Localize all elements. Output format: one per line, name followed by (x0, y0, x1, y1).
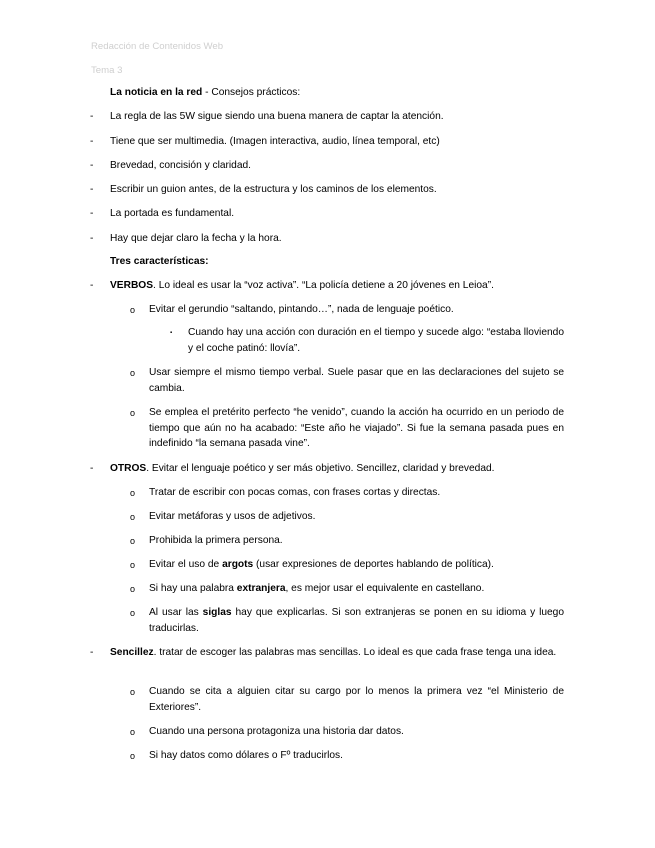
circle-bullet: o (130, 368, 136, 378)
verbos-sub-item: Evitar el gerundio “saltando, pintando…”, nada de lenguaje poético. (149, 304, 454, 315)
circle-bullet: o (130, 536, 136, 546)
verbos-subsub-item: Cuando hay una acción con duración en el tiempo y sucede algo: “estaba lloviendo y el coche patinó: llovía”. (188, 327, 564, 354)
sencillez-sub-item: Cuando una persona protagoniza una historia dar datos. (149, 726, 404, 737)
circle-bullet: o (130, 727, 136, 737)
sencillez-sub-item: Si hay datos como dólares o Fº traducirlos. (149, 750, 343, 761)
otros-sub-text: Evitar el uso de (149, 559, 223, 570)
verbos-sub-item: Usar siempre el mismo tiempo verbal. Suele pasar que en las declaraciones del sujeto se cambia. (149, 367, 564, 394)
tip-item: Brevedad, concisión y claridad. (110, 160, 252, 171)
dash-bullet: - (90, 160, 94, 171)
section-title (110, 85, 564, 101)
sencillez-heading-bold: Sencillez (110, 647, 154, 658)
sencillez-heading-rest: . tratar de escoger las palabras mas sencillas. Lo ideal es que cada frase tenga una idea. (153, 647, 557, 658)
header-course: Redacción de Contenidos Web (91, 41, 224, 52)
square-bullet: ▪ (170, 330, 173, 336)
otros-sub-item: Prohibida la primera persona. (149, 535, 283, 546)
tip-item: Escribir un guion antes, de la estructura y los caminos de los elementos. (110, 184, 437, 195)
dash-bullet: - (90, 463, 94, 474)
otros-sub-text: hay que explicarlas. Si son extranjeras se ponen en su idioma y luego traducirlas. (149, 607, 565, 634)
otros-heading-rest: . Evitar el lenguaje poético y ser más objetivo. Sencillez, claridad y brevedad. (146, 463, 495, 474)
dash-bullet: - (90, 111, 94, 122)
otros-sub-item: Evitar metáforas y usos de adjetivos. (149, 511, 316, 522)
otros-sub-bold: siglas (202, 607, 232, 618)
otros-sub-text: Al usar las (149, 607, 203, 618)
otros-sub-item: Tratar de escribir con pocas comas, con frases cortas y directas. (149, 487, 441, 498)
otros-sub-text: Si hay una palabra (149, 583, 237, 594)
circle-bullet: o (130, 560, 136, 570)
circle-bullet: o (130, 305, 136, 315)
dash-bullet: - (90, 136, 94, 147)
verbos-heading-bold: VERBOS (110, 280, 154, 291)
tip-item: Hay que dejar claro la fecha y la hora. (110, 233, 282, 244)
otros-sub-item (149, 557, 564, 573)
tip-item: Tiene que ser multimedia. (Imagen interactiva, audio, línea temporal, etc) (110, 136, 440, 147)
otros-sub-item (149, 581, 564, 597)
sencillez-heading (110, 645, 564, 661)
section-title-bold: La noticia en la red (110, 87, 203, 98)
otros-heading-bold: OTROS (110, 463, 147, 474)
circle-bullet: o (130, 751, 136, 761)
dash-bullet: - (90, 233, 94, 244)
otros-sub-text: (usar expresiones de deportes hablando de política). (253, 559, 494, 570)
dash-bullet: - (90, 184, 94, 195)
sencillez-sub-item: Cuando se cita a alguien citar su cargo por lo menos la primera vez “el Ministerio de Exteriores”. (149, 686, 564, 713)
otros-sub-bold: argots (222, 559, 254, 570)
verbos-heading-rest: . Lo ideal es usar la “voz activa”. “La policía detiene a 20 jóvenes en Leioa”. (153, 280, 494, 291)
otros-sub-bold: extranjera (236, 583, 286, 594)
features-title-bold: Tres características: (110, 256, 209, 267)
circle-bullet: o (130, 584, 136, 594)
circle-bullet: o (130, 408, 136, 418)
otros-heading (110, 461, 564, 477)
dash-bullet: - (90, 280, 94, 291)
otros-sub-text: , es mejor usar el equivalente en castellano. (285, 583, 485, 594)
circle-bullet: o (130, 512, 136, 522)
section-title-rest: - Consejos prácticos: (202, 87, 301, 98)
dash-bullet: - (90, 208, 94, 219)
tip-item: La portada es fundamental. (110, 208, 235, 219)
dash-bullet: - (90, 647, 94, 658)
verbos-sub-item: Se emplea el pretérito perfecto “he venido”, cuando la acción ha ocurrido en un periodo de tiempo que aún no ha acabado: “Este año he viajado”. Si fue la semana pasada pues en indefinido “la semana pasada vine”. (149, 407, 564, 449)
header-topic: Tema 3 (91, 65, 123, 76)
tip-item: La regla de las 5W sigue siendo una buena manera de captar la atención. (110, 111, 444, 122)
verbos-heading (110, 278, 564, 294)
features-title (110, 254, 564, 270)
circle-bullet: o (130, 687, 136, 697)
otros-sub-item (149, 605, 564, 636)
circle-bullet: o (130, 488, 136, 498)
circle-bullet: o (130, 608, 136, 618)
